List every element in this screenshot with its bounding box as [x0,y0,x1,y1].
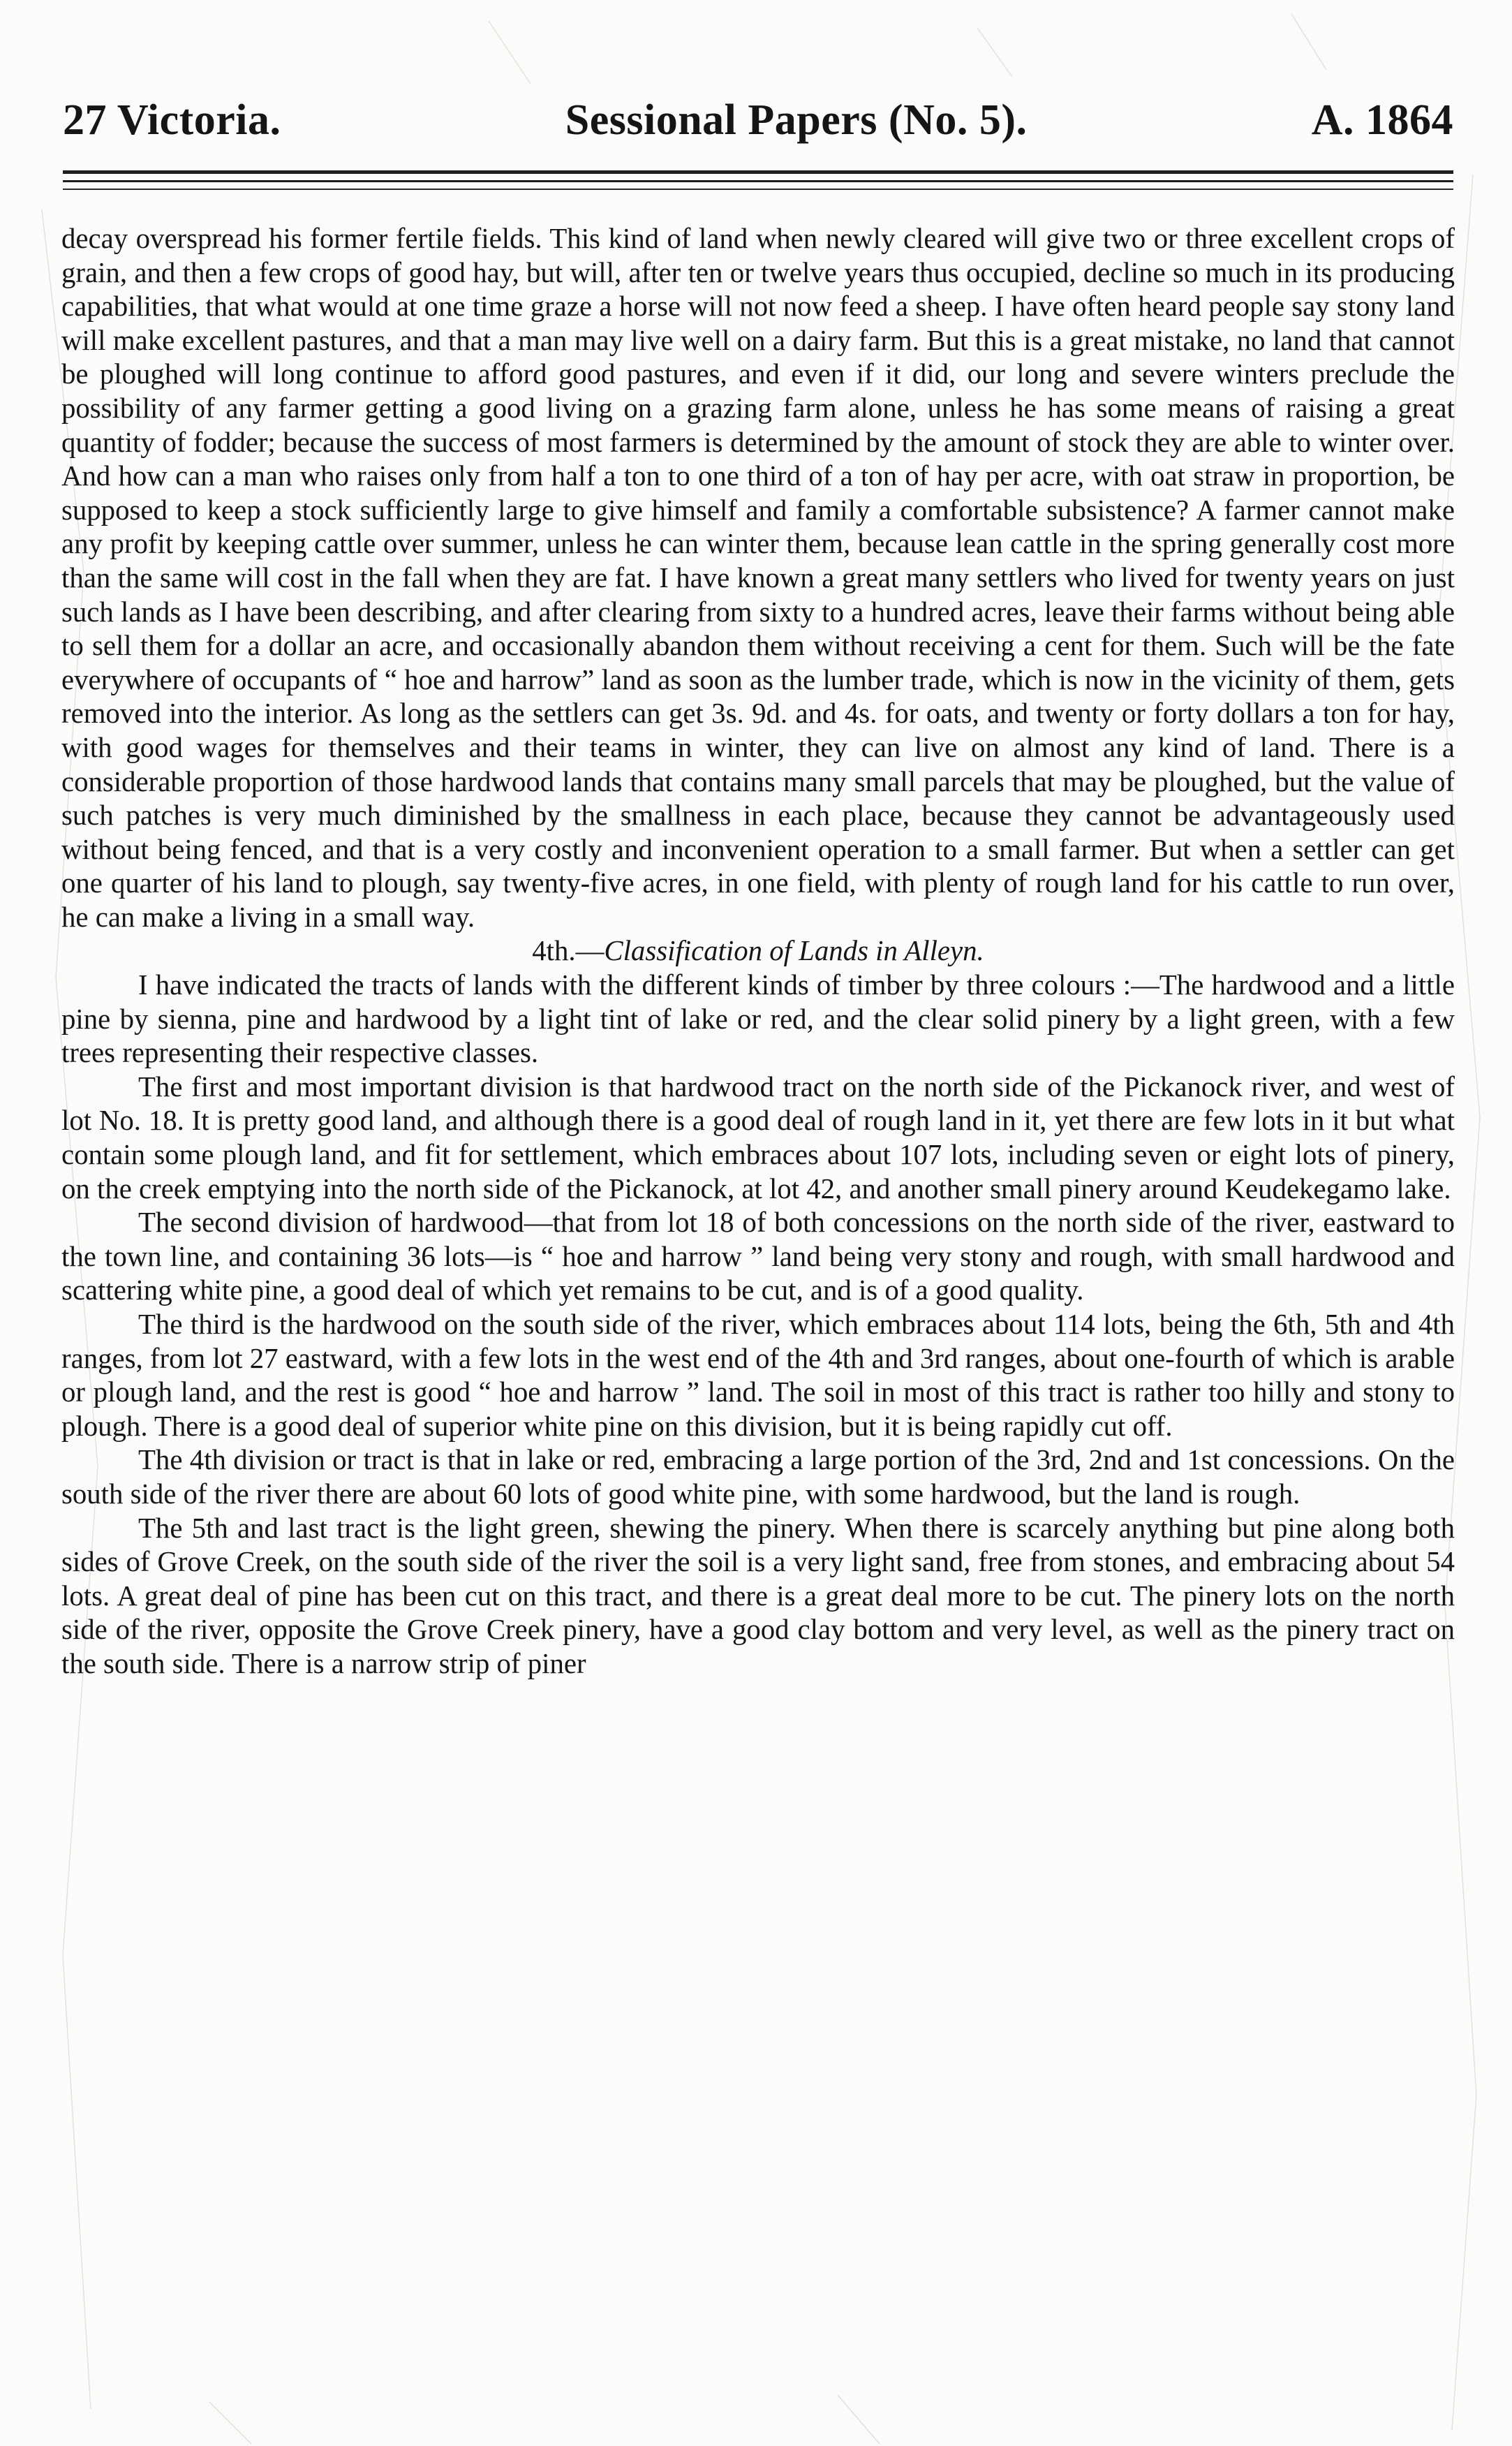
header-session: A. 1864 [1311,96,1453,144]
page-header [63,82,1453,145]
paragraph-colours: I have indicated the tracts of lands with the different kinds of timber by three colours :—The hardwood and a little pine by sienna, pine and hardwood by a light tint of lake or red, and the clear solid pinery by a light green, with a few trees representing their respective classes. [61,969,1455,1069]
section-number: 4th.— [532,935,605,967]
paragraph-second-division: The second division of hardwood—that from lot 18 of both concessions on the north side of the river, eastward to the town line, and containing 36 lots—is “ hoe and harrow ” land being very stony and rough, with small hardwood and scattering white pine, a good deal of which yet remains to be cut, and is of a good quality. [61,1207,1455,1306]
header-rule-hairline [63,189,1453,190]
header-title: Sessional Papers (No. 5). [565,96,1028,144]
continuation-paragraph: decay overspread his former fertile fields. This kind of land when newly cleared will give two or three excellent crops of grain, and then a few crops of good hay, but will, after ten or twelve years thus occupied, decline so much in its producing capabilities, that what would at one time graze a horse will not now feed a sheep. I have often heard people say stony land will make excellent pastures, and that a man may live well on a dairy farm. But this is a great mistake, no land that cannot be ploughed will long continue to afford good pastures, and even if it did, our long and severe winters preclude the possibility of any farmer getting a good living on a grazing farm alone, unless he has some means of raising a great quantity of fodder; because the success of most farmers is determined by the amount of stock they are able to winter over. And how can a man who raises only from half a ton to one third of a ton of hay per acre, with oat straw in proportion, be supposed to keep a stock sufficiently large to give himself and family a comfortable subsistence? A farmer cannot make any profit by keeping cattle over summer, unless he can winter them, because lean cattle in the spring generally cost more than the same will cost in the fall when they are fat. I have known a great many settlers who lived for twenty years on just such lands as I have been describing, and after clearing from sixty to a hundred acres, leave their farms without being able to sell them for a dollar an acre, and occasionally abandon them without receiving a cent for them. Such will be the fate everywhere of occupants of “ hoe and harrow” land as soon as the lumber trade, which is now in the vicinity of them, gets removed into the interior. As long as the settlers can get 3s. 9d. and 4s. for oats, and twenty or forty dollars a ton for hay, with good wages for themselves and their teams in winter, they can live on almost any kind of land. There is a considerable proportion of those hardwood lands that contains many small parcels that may be ploughed, but the value of such patches is very much diminished by the smallness in each place, because they cannot be advantageously used without being fenced, and that is a very costly and inconvenient operation to a small farmer. But when a settler can get one quarter of his land to plough, say twenty-five acres, in one field, with plenty of rough land for his cattle to run over, he can make a living in a small way. [61,223,1455,933]
paragraph-third-division: The third is the hardwood on the south side of the river, which embraces about 114 lots, being the 6th, 5th and 4th ranges, from lot 27 eastward, with a few lots in the west end of the 4th and 3rd ranges, about one-fourth of which is arable or plough land, and the rest is good “ hoe and harrow ” land. The soil in most of this tract is rather too hilly and stony to plough. There is a good deal of superior white pine on this division, but it is being rapidly cut off. [61,1309,1455,1442]
paragraph-first-division: The first and most important division is that hardwood tract on the north side of the Pickanock river, and west of lot No. 18. It is pretty good land, and although there is a good deal of rough land in it, yet there are few lots in it but what contain some plough land, and fit for settlement, which embraces about 107 lots, including seven or eight lots of pinery, on the creek emptying into the north side of the Pickanock, at lot 42, and another small pinery around Keudekegamo lake. [61,1070,1455,1204]
header-regnal-year: 27 Victoria. [63,96,281,144]
section-title: Classification of Lands in Alleyn. [604,935,984,967]
section-heading [61,934,1455,968]
paragraph-fifth-tract: The 5th and last tract is the light green, shewing the pinery. When there is scarcely anything but pine along both sides of Grove Creek, on the south side of the river the soil is a very light sand, free from stones, and embracing about 54 lots. A great deal of pine has been cut on this tract, and there is a great deal more to be cut. The pinery lots on the north side of the river, opposite the Grove Creek pinery, have a good clay bottom and very level, as well as the pinery tract on the south side. There is a narrow strip of piner [61,1512,1455,1679]
paragraph-fourth-division: The 4th division or tract is that in lake or red, embracing a large portion of the 3rd, 2nd and 1st concessions. On the south side of the river there are about 60 lots of good white pine, with some hardwood, but the land is rough. [61,1444,1455,1510]
header-rule-thin [63,180,1453,182]
header-rule-thick [63,170,1453,174]
document-body [61,222,1455,1681]
